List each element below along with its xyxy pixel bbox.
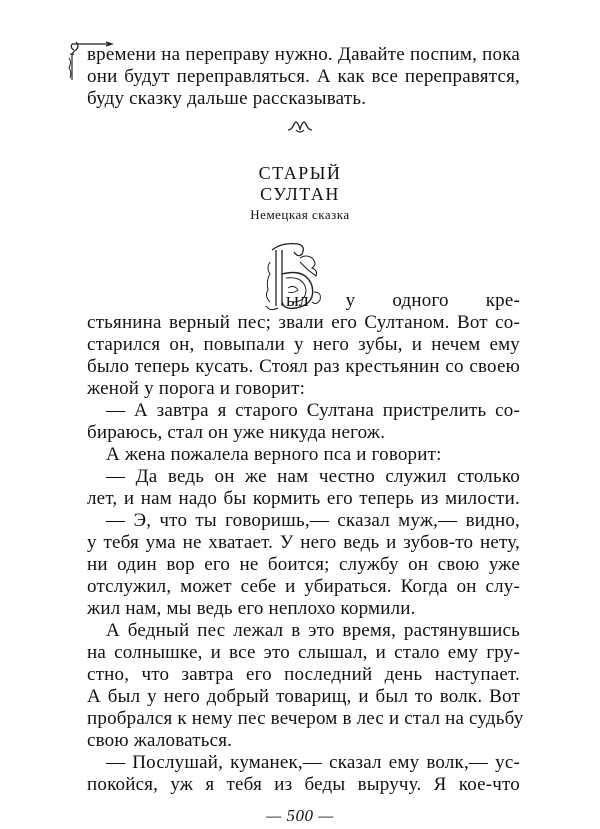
text-line: женой у порога и говорит: <box>87 378 306 399</box>
text-line: — А завтра я старого Султана пристрелить со- <box>106 400 520 421</box>
text-line: — Послушай, куманек,— сказал ему волк,— ус- <box>106 752 520 773</box>
text-line: отслужил, может себе и убираться. Когда он слу- <box>87 576 520 597</box>
text-line: А был у него добрый товарищ, и был то волк. Вот <box>87 686 520 707</box>
text-line: старился он, повыпали у него зубы, и нечем ему <box>87 334 520 355</box>
text-line: буду сказку дальше рассказывать. <box>87 88 367 109</box>
text-line: свою жаловаться. <box>87 730 233 751</box>
story-title-line2: СУЛТАН <box>260 184 340 204</box>
text-line: жил нам, мы ведь его неплохо кормили. <box>87 598 416 619</box>
story-title-line1: СТАРЫЙ <box>258 163 342 183</box>
text-line: ни один вор его не боится; службу он свою уже <box>87 554 520 575</box>
text-line: покойся, уж я тебя из беды выручу. Я кое-что <box>87 774 520 795</box>
page-number: — 500 — <box>266 806 334 825</box>
text-line: на солнышке, и все это слышал, и стало ему гру- <box>87 642 520 663</box>
text-line: стно, что завтра его последний день наступает. <box>87 664 520 685</box>
text-line: было теперь кусать. Стоял раз крестьянин со своею <box>87 356 520 377</box>
text-line: А жена пожалела верного пса и говорит: <box>106 444 442 465</box>
text-line: они будут переправляться. А как все переправятся, <box>87 66 520 87</box>
story-subtitle: Немецкая сказка <box>250 207 350 222</box>
text-line: — Э, что ты говоришь,— сказал муж,— видно, <box>106 510 520 531</box>
text-line: пробрался к нему пес вечером в лес и стал на судьбу <box>87 708 524 729</box>
text-line: бираюсь, стал он уже никуда негож. <box>87 422 386 443</box>
text-line: ыл у одного кре- <box>286 290 520 311</box>
fleuron-divider-icon <box>287 118 313 134</box>
text-line: лет, и нам надо бы кормить его теперь из милости. <box>87 488 520 509</box>
text-line: А бедный пес лежал в это время, растянувшись <box>106 620 520 641</box>
text-line: — Да ведь он же нам честно служил столько <box>106 466 520 487</box>
text-line: стьянина верный пес; звали его Султаном. Вот со- <box>87 312 520 333</box>
text-line: у тебя ума не хватает. У него ведь и зубов-то нету, <box>87 532 520 553</box>
text-line: времени на переправу нужно. Давайте поспим, пока <box>87 44 520 65</box>
